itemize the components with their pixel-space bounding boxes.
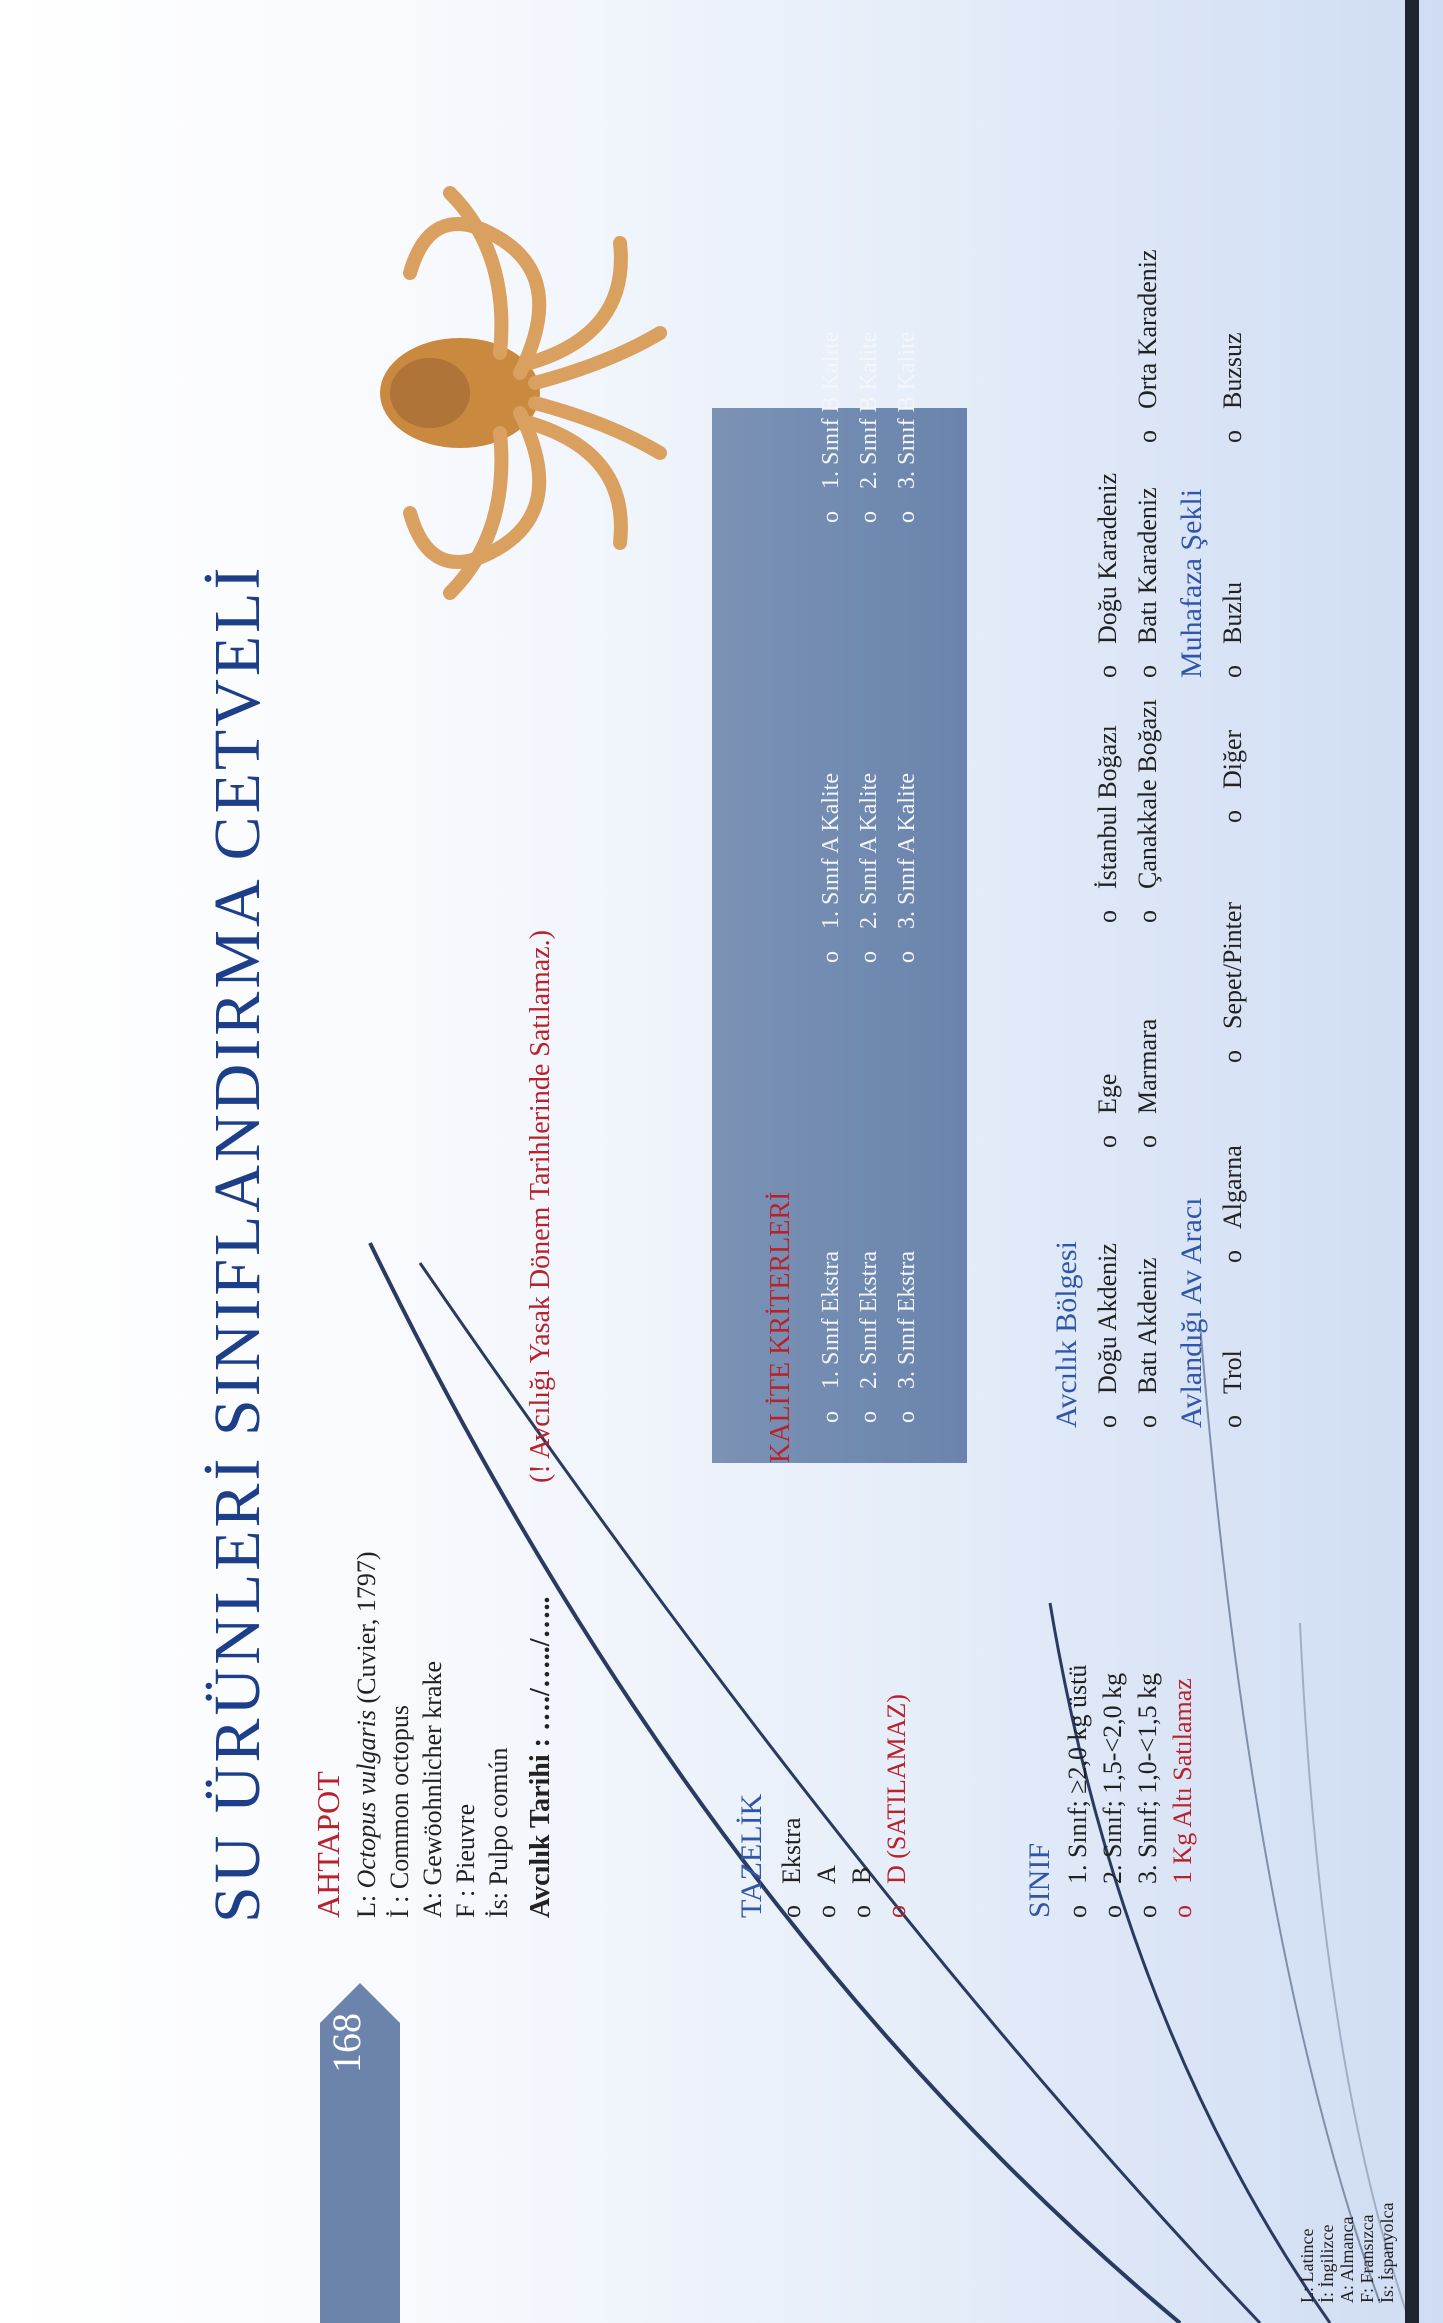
kalite-col2-item: o 3. Sınıf A Kalite [894,773,921,963]
german-name: A: Gewöohnlicher krake [418,1660,447,1918]
kalite-heading: KALİTE KRİTERLERİ [765,1191,796,1463]
muhafaza-item: o Buzlu [1218,582,1248,678]
latin-name: Octopus vulgaris [352,1710,381,1889]
tazelik-item: o A [812,1865,842,1918]
bolge-item: o Marmara [1133,1019,1163,1148]
english-name: İ : Common octopus [385,1704,414,1918]
tazelik-item: o D (SATILAMAZ) [882,1694,912,1918]
species-name: AHTAPOT [310,1771,346,1918]
kalite-col3-item: o 1. Sınıf B Kalite [818,332,845,523]
kalite-col1-item: o 3. Sınıf Ekstra [894,1251,921,1423]
bolge-item: o Doğu Akdeniz [1093,1243,1123,1428]
legend-item: F: Fransızca [1357,2214,1377,2303]
kalite-col1-item: o 1. Sınıf Ekstra [818,1251,845,1423]
page-title: SU ÜRÜNLERİ SINIFLANDIRMA CETVELİ [201,564,274,1923]
sinif-heading: SINIF [1023,1842,1056,1918]
bolge-item: o Doğu Karadeniz [1093,473,1123,678]
catch-date-label: Avcılık Tarihi : …./…../….. [525,1596,556,1918]
legend-item: İ: İngilizce [1317,2224,1337,2303]
av-araci-item: o Trol [1218,1350,1248,1428]
french-name: F : Pieuvre [451,1803,480,1918]
spanish-name: İs: Pulpo común [484,1747,513,1918]
bolge-item: o Çanakkale Boğazı [1133,699,1163,923]
av-araci-item: o Sepet/Pinter [1218,902,1248,1063]
av-araci-item: o Algarna [1218,1145,1248,1263]
bolge-item: o Batı Akdeniz [1133,1258,1163,1428]
catch-date-note: (! Avcılığı Yasak Dönem Tarihlerinde Satılamaz.) [525,930,556,1483]
sinif-item: o 2. Sınıf; 1,5-<2,0 kg [1098,1673,1128,1918]
kalite-col1-item: o 2. Sınıf Ekstra [856,1251,883,1423]
muhafaza-item: o Buzsuz [1218,332,1248,443]
avcilik-bolgesi-heading: Avcılık Bölgesi [1050,1241,1083,1428]
latin-prefix: L: [352,1888,381,1918]
latin-author: (Cuvier, 1797) [352,1551,381,1710]
kalite-col2-item: o 1. Sınıf A Kalite [818,773,845,963]
muhafaza-heading: Muhafaza Şekli [1175,488,1208,678]
sinif-item: o 3. Sınıf; 1,0-<1,5 kg [1133,1673,1163,1918]
tazelik-heading: TAZELİK [735,1793,768,1918]
sinif-item: o 1 Kg Altı Satılamaz [1168,1678,1198,1918]
tazelik-item: o Ekstra [777,1818,807,1918]
tazelik-item: o B [847,1867,877,1918]
bolge-item: o Batı Karadeniz [1133,487,1163,678]
legend-item: İs: İspanyolca [1377,2202,1397,2303]
latin-name-line [352,1551,382,1918]
bolge-item: o İstanbul Boğazı [1093,725,1123,923]
av-araci-item: o Diğer [1218,730,1248,823]
av-araci-heading: Avlandığı Av Aracı [1175,1197,1208,1428]
octopus-illustration [380,193,660,593]
bolge-item: o Orta Karadeniz [1133,249,1163,443]
kalite-col3-item: o 3. Sınıf B Kalite [894,332,921,523]
page-number: 168 [324,2013,369,2073]
legend-item: A: Almanca [1337,2216,1357,2303]
sinif-item: o 1. Sınıf; ≥2,0 kg üstü [1063,1665,1093,1918]
kalite-col3-item: o 2. Sınıf B Kalite [856,332,883,523]
legend-item: L: Latince [1297,2228,1317,2303]
kalite-col2-item: o 2. Sınıf A Kalite [856,773,883,963]
bolge-item: o Ege [1093,1074,1123,1148]
